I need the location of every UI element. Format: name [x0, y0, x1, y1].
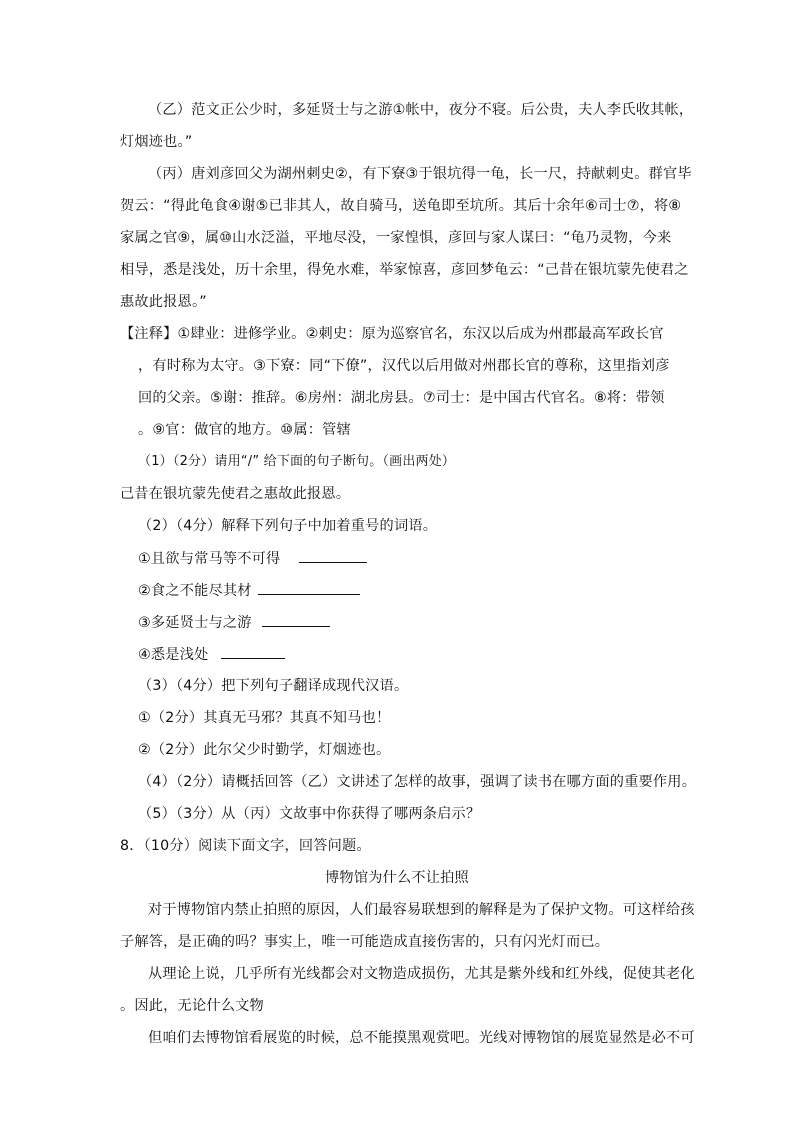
article-line: 从理论上说，几乎所有光线都会对文物造成损伤，尤其是紫外线和红外线，促使其老化	[148, 966, 695, 982]
answer-item	[138, 612, 698, 633]
text-line: （丙）唐刘彦回父为湖州刺史②，有下寮③于银坑得一龟，长一尺，持献刺史。群官毕	[148, 166, 692, 182]
question-line: （2）（4分）解释下列句子中加着重号的词语。	[138, 518, 438, 534]
article-line: 但咱们去博物馆看展览的时候，总不能摸黑观赏吧。光线对博物馆的展览显然是必不可	[148, 1030, 695, 1046]
question-line: （5）（3分）从（丙）文故事中你获得了哪两条启示？	[138, 806, 481, 822]
annotation-line: 【注释】①肆业：进修学业。②刺史：原为巡察官名，东汉以后成为州郡最高军政长官	[120, 326, 664, 342]
question-line: ②（2分）此尔父少时勤学，灯烟迹也。	[138, 742, 391, 758]
answer-item-text: ③多延贤士与之游	[138, 615, 252, 631]
text-line: 惠故此报恩。”	[120, 294, 207, 310]
text-line: 相导，悉是浅处，历十余里，得免水难，举家惊喜，彦回梦龟云：“己昔在银坑蒙先使君之	[120, 262, 689, 278]
answer-item	[138, 644, 698, 665]
answer-item-text: ②食之不能尽其材	[138, 583, 252, 599]
article-line: 对于博物馆内禁止拍照的原因，人们最容易联想到的解释是为了保护文物。可这样给孩	[148, 902, 695, 918]
answer-item-text: ①且欲与常马等不可得	[138, 551, 281, 567]
answer-blank[interactable]	[262, 612, 330, 627]
answer-blank[interactable]	[221, 644, 285, 659]
annotation-line: 。⑨官：做官的地方。⑩属：管辖	[138, 422, 351, 438]
answer-blank[interactable]	[299, 548, 367, 563]
text-line: 贺云：“得此龟食④谢⑤已非其人，故自骑马，送龟即至坑所。其后十余年⑥司士⑦，将⑧	[120, 198, 682, 214]
question-line: （3）（4分）把下列句子翻译成现代汉语。	[138, 678, 409, 694]
article-line: 子解答，是正确的吗？事实上，唯一可能造成直接伤害的，只有闪光灯而已。	[120, 934, 610, 950]
question-heading: 8．（10分）阅读下面文字，回答问题。	[120, 838, 371, 854]
answer-item	[138, 580, 698, 601]
text-line: （乙）范文正公少时，多延贤士与之游①帐中，夜分不寝。后公贵，夫人李氏收其帐，	[148, 102, 694, 118]
article-title: 博物馆为什么不让拍照	[325, 870, 469, 886]
annotation-line: ，有时称为太守。③下寮：同“下僚”，汉代以后用做对州郡长官的尊称，这里指刘彦	[138, 358, 670, 374]
answer-item-text: ④悉是浅处	[138, 647, 209, 663]
text-line: 灯烟迹也。”	[120, 134, 193, 150]
answer-item	[138, 548, 698, 569]
question-line: （4）（2分）请概括回答（乙）文讲述了怎样的故事，强调了读书在哪方面的重要作用。	[138, 774, 697, 790]
text-line: 家属之官⑨，属⑩山水泛溢，平地尽没，一家惶惧，彦回与家人谋曰：“龟乃灵物，今来	[120, 230, 672, 246]
question-line: 己昔在银坑蒙先使君之惠故此报恩。	[120, 486, 351, 502]
question-line: （1）（2分）请用“/” 给下面的句子断句。（画出两处）	[138, 454, 456, 469]
answer-blank[interactable]	[258, 580, 360, 595]
annotation-line: 回的父亲。⑤谢：推辞。⑥房州：湖北房县。⑦司士：是中国古代官名。⑧将：带领	[138, 390, 665, 406]
question-line: ①（2分）其真无马邪？其真不知马也！	[138, 710, 391, 726]
article-line: 。因此，无论什么文物	[120, 998, 264, 1014]
